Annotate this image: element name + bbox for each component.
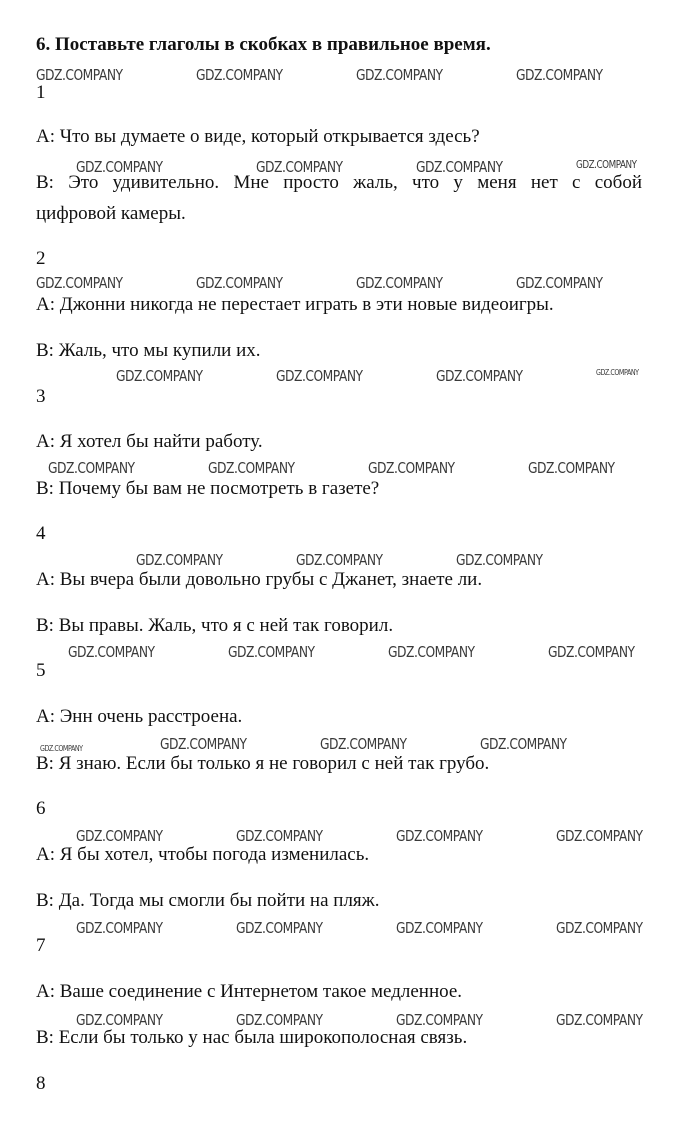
watermark: GDZ.COMPANY [196, 274, 283, 292]
item-1-line-a: A: Что вы думаете о виде, который открывается здесь? [36, 126, 480, 147]
watermark: GDZ.COMPANY [116, 367, 203, 385]
watermark: GDZ.COMPANY [396, 827, 483, 845]
watermark: GDZ.COMPANY [208, 459, 295, 477]
watermark: GDZ.COMPANY [236, 919, 323, 937]
item-3-line-b: B: Почему бы вам не посмотреть в газете? [36, 478, 380, 499]
watermark: GDZ.COMPANY [436, 367, 523, 385]
item-1-line-b-cont: цифровой камеры. [36, 203, 186, 224]
item-3-line-a: A: Я хотел бы найти работу. [36, 431, 263, 452]
watermark: GDZ.COMPANY [356, 274, 443, 292]
watermark: GDZ.COMPANY [368, 459, 455, 477]
watermark: GDZ.COMPANY [516, 274, 603, 292]
item-number-7: 7 [36, 935, 46, 956]
watermark: GDZ.COMPANY [296, 551, 383, 569]
watermark: GDZ.COMPANY [556, 919, 643, 937]
watermark: GDZ.COMPANY [256, 158, 343, 176]
watermark: GDZ.COMPANY [36, 274, 123, 292]
item-2-line-b: B: Жаль, что мы купили их. [36, 340, 261, 361]
watermark: GDZ.COMPANY [48, 459, 135, 477]
watermark: GDZ.COMPANY [556, 827, 643, 845]
watermark: GDZ.COMPANY [576, 158, 637, 171]
watermark: GDZ.COMPANY [548, 643, 635, 661]
item-number-4: 4 [36, 523, 46, 544]
watermark: GDZ.COMPANY [236, 827, 323, 845]
watermark: GDZ.COMPANY [196, 66, 283, 84]
watermark: GDZ.COMPANY [456, 551, 543, 569]
item-number-1: 1 [36, 82, 46, 103]
watermark: GDZ.COMPANY [320, 735, 407, 753]
item-2-line-a: A: Джонни никогда не перестает играть в эти новые видеоигры. [36, 294, 554, 315]
item-5-line-b: B: Я знаю. Если бы только я не говорил с ней так грубо. [36, 753, 490, 774]
watermark: GDZ.COMPANY [396, 1011, 483, 1029]
watermark: GDZ.COMPANY [556, 1011, 643, 1029]
watermark: GDZ.COMPANY [136, 551, 223, 569]
watermark: GDZ.COMPANY [68, 643, 155, 661]
exercise-title: 6. Поставьте глаголы в скобках в правильное время. [36, 34, 491, 55]
watermark: GDZ.COMPANY [480, 735, 567, 753]
item-6-line-b: B: Да. Тогда мы смогли бы пойти на пляж. [36, 890, 380, 911]
watermark: GDZ.COMPANY [388, 643, 475, 661]
watermark: GDZ.COMPANY [76, 1011, 163, 1029]
item-7-line-a: A: Ваше соединение с Интернетом такое медленное. [36, 981, 463, 1002]
item-7-line-b: B: Если бы только у нас была широкополосная связь. [36, 1027, 468, 1048]
watermark: GDZ.COMPANY [76, 827, 163, 845]
watermark: GDZ.COMPANY [228, 643, 315, 661]
watermark: GDZ.COMPANY [160, 735, 247, 753]
item-1-line-b: B: Это удивительно. Мне просто жаль, что у меня нет с собой [36, 172, 642, 193]
watermark: GDZ.COMPANY [416, 158, 503, 176]
item-6-line-a: A: Я бы хотел, чтобы погода изменилась. [36, 844, 370, 865]
watermark: GDZ.COMPANY [276, 367, 363, 385]
watermark: GDZ.COMPANY [516, 66, 603, 84]
watermark: GDZ.COMPANY [356, 66, 443, 84]
item-number-3: 3 [36, 386, 46, 407]
item-number-5: 5 [36, 660, 46, 681]
item-number-8: 8 [36, 1073, 46, 1094]
watermark: GDZ.COMPANY [40, 744, 83, 753]
watermark: GDZ.COMPANY [236, 1011, 323, 1029]
watermark: GDZ.COMPANY [396, 919, 483, 937]
watermark: GDZ.COMPANY [36, 66, 123, 84]
item-number-2: 2 [36, 248, 46, 269]
watermark: GDZ.COMPANY [596, 368, 639, 377]
item-number-6: 6 [36, 798, 46, 819]
item-4-line-b: B: Вы правы. Жаль, что я с ней так говорил. [36, 615, 394, 636]
item-5-line-a: A: Энн очень расстроена. [36, 706, 243, 727]
watermark: GDZ.COMPANY [528, 459, 615, 477]
item-4-line-a: A: Вы вчера были довольно грубы с Джанет, знаете ли. [36, 569, 483, 590]
watermark: GDZ.COMPANY [76, 158, 163, 176]
watermark: GDZ.COMPANY [76, 919, 163, 937]
